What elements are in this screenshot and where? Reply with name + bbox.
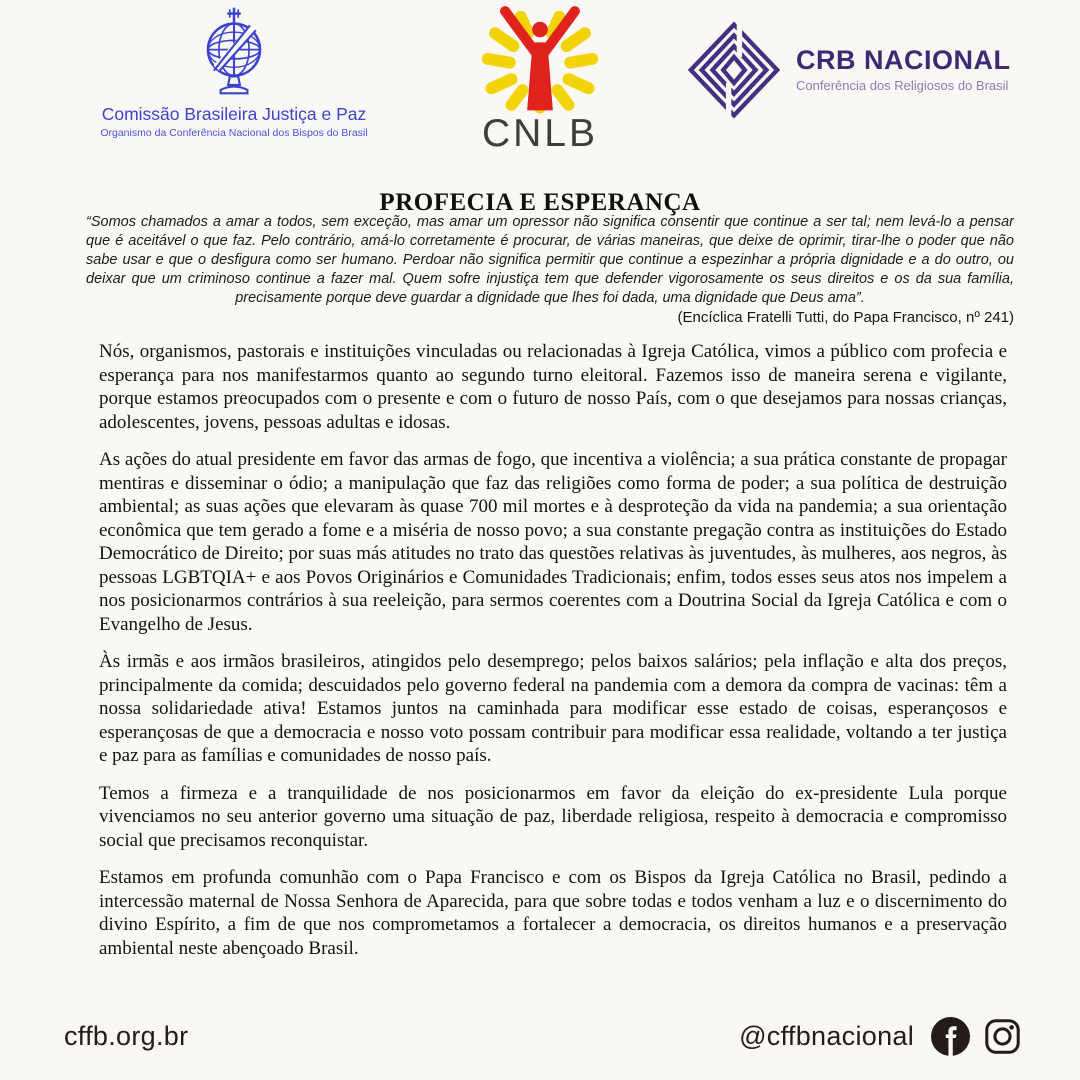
social-links bbox=[739, 1017, 1022, 1056]
statement-paragraph: Estamos em profunda comunhão com o Papa Francisco e com os Bispos da Igreja Católica no Brasil, pedindo a intercessão maternal de Nossa Senhora de Aparecida, para que sobre todas e todos venham a luz e o discernimento do divino Espírito, a fim de que nos comprometamos a fortalecer a democracia, os direitos humanos e a preservação ambiental neste abençoado Brasil. bbox=[99, 867, 1007, 959]
cbjp-subtitle: Organismo da Conferência Nacional dos Bispos do Brasil bbox=[100, 127, 368, 139]
footer bbox=[0, 1002, 1080, 1080]
header-logos bbox=[0, 0, 1080, 168]
instagram-icon[interactable] bbox=[983, 1017, 1022, 1056]
crb-logo bbox=[678, 16, 1014, 124]
crb-subtitle: Conferência dos Religiosos do Brasil bbox=[796, 78, 1009, 93]
statement-paragraph: Temos a firmeza e a tranquilidade de nos posicionarmos em favor da eleição do ex-presidente Lula porque vivenciamos no seu anterior governo uma situação de paz, liberdade religiosa, respeito à democracia e compromisso social que precisamos reconquistar. bbox=[99, 782, 1007, 851]
website-url[interactable]: cffb.org.br bbox=[64, 1020, 189, 1051]
armillary-sphere-cross-icon bbox=[86, 6, 382, 100]
cbjp-title: Comissão Brasileira Justiça e Paz bbox=[101, 104, 367, 124]
statement-body bbox=[99, 340, 1007, 974]
encyclical-quote: “Somos chamados a amar a todos, sem exceção, mas amar um opressor não significa consentir que continue a ser tal; nem levá-lo a pensar que é aceitável o que faz. Pelo contrário, amá-lo corretamente é procurar, de várias maneiras, que deixe de oprimir, tirar-lhe o poder que não sabe usar e que o desfigura como ser humano. Perdoar não significa permitir que continue a espezinhar a própria dignidade e a do outro, ou deixar que um criminoso continue a fazer mal. Quem sofre injustiça tem que defender vigorosamente os seus direitos e os da sua família, precisamente porque deve guardar a dignidade que lhes foi dada, uma dignidade que Deus ama”. bbox=[86, 214, 1014, 306]
social-handle: @cffbnacional bbox=[739, 1020, 914, 1051]
cnlb-logo bbox=[462, 2, 618, 155]
sunburst-figure-icon bbox=[462, 2, 618, 114]
statement-paragraph: As ações do atual presidente em favor das armas de fogo, que incentiva a violência; a sua prática constante de propagar mentiras e disseminar o ódio; a manipulação que faz das religiões como forma de poder; a sua política de destruição ambiental; as suas ações que elevaram às quase 700 mil mortes e à desproteção da vida na pandemia; a sua orientação econômica que tem gerado a fome e a miséria de nosso povo; a sua constante pregação contra as instituições do Estado Democrático de Direito; por suas más atitudes no trato das questões relativas às juventudes, às mulheres, aos negros, às pessoas LGBTQIA+ e aos Povos Originários e Comunidades Tradicionais; enfim, todos esses seus atos nos impelem a nos posicionarmos contrários à sua reeleição, para sermos coerentes com a Doutrina Social da Igreja Católica e com o Evangelho de Jesus. bbox=[99, 449, 1007, 635]
quote-attribution: (Encíclica Fratelli Tutti, do Papa Francisco, nº 241) bbox=[677, 309, 1014, 326]
facebook-icon[interactable] bbox=[931, 1017, 970, 1056]
cbjp-logo bbox=[86, 6, 382, 139]
statement-paragraph: Nós, organismos, pastorais e instituições vinculadas ou relacionadas à Igreja Católica, vimos a público com profecia e esperança para nos manifestarmos quanto ao segundo turno eleitoral. Fazemos isso de maneira serena e vigilante, porque estamos preocupados com o presente e com o futuro de nosso País, com o que desejamos para nossas crianças, adolescentes, jovens, pessoas adultas e idosas. bbox=[99, 341, 1007, 433]
cnlb-label: CNLB bbox=[481, 112, 599, 155]
statement-paragraph: Às irmãs e aos irmãos brasileiros, atingidos pelo desemprego; pelos baixos salários; pela inflação e alta dos preços, principalmente da comida; descuidados pelo governo federal na pandemia com a demora da compra de vacinas: têm a nossa solidariedade ativa! Estamos juntos na caminhada para modificar esse estado de coisas, esperançosos e esperançosas de que a democracia e nosso voto possam contribuir para modificar essa realidade, voltando a ter justiça e paz para as famílias e comunidades de nosso país. bbox=[99, 651, 1007, 766]
crb-title: CRB NACIONAL bbox=[796, 45, 1011, 75]
page-title: PROFECIA E ESPERANÇA bbox=[379, 188, 701, 216]
striped-diamond-icon bbox=[678, 16, 790, 124]
